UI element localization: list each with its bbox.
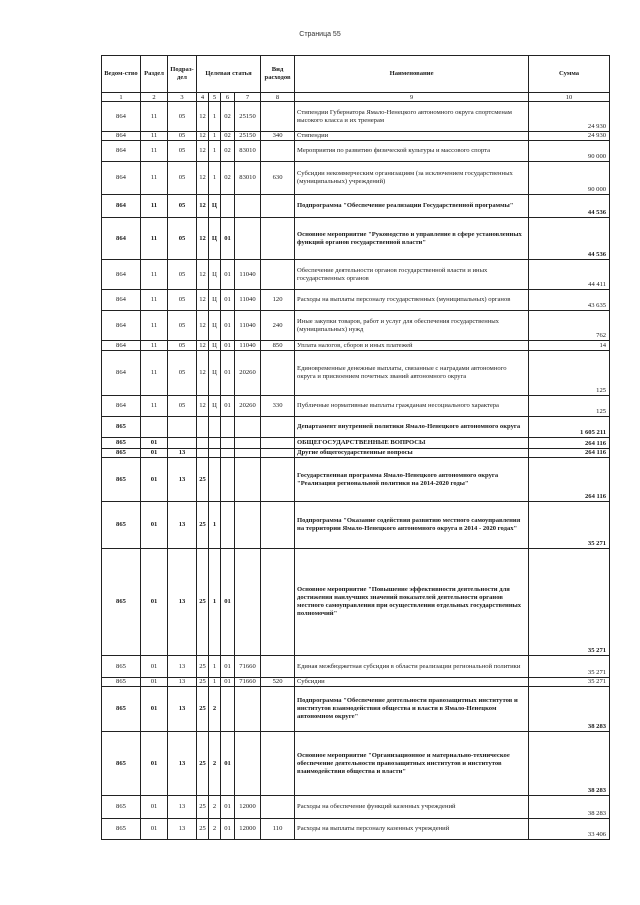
cell-podrazdel: 05 (168, 396, 197, 417)
cell-razdel: 01 (141, 438, 168, 449)
cell-target-event: 01 (221, 796, 235, 819)
cell-target-program: 12 (197, 162, 209, 195)
header-row (102, 56, 610, 93)
cell-vedomstvo: 865 (102, 687, 141, 732)
cell-podrazdel: 05 (168, 141, 197, 162)
cell-target-program: 25 (197, 502, 209, 549)
cell-razdel: 01 (141, 796, 168, 819)
cell-target-program: 25 (197, 796, 209, 819)
cell-target-subprogram (209, 449, 221, 458)
cell-vedomstvo: 864 (102, 218, 141, 260)
cell-podrazdel: 05 (168, 162, 197, 195)
cell-vedomstvo: 864 (102, 341, 141, 351)
cell-target-event (221, 438, 235, 449)
cell-vedomstvo: 864 (102, 195, 141, 218)
cell-target-event: 01 (221, 218, 235, 260)
cell-target-direction: 25150 (235, 102, 261, 132)
cell-vedomstvo: 865 (102, 549, 141, 656)
cell-target-direction (235, 218, 261, 260)
cell-expense-type (261, 549, 295, 656)
cell-name: Основное мероприятие "Организационное и материально-техническое обеспечение деятельности правозащитных институтов и институтов взаимодействия общества и власти" (295, 732, 529, 796)
cell-target-program: 12 (197, 290, 209, 311)
cell-target-direction: 25150 (235, 132, 261, 141)
cell-name: Публичные нормативные выплаты гражданам несоциального характера (295, 396, 529, 417)
cell-target-event: 02 (221, 141, 235, 162)
cell-target-event: 01 (221, 678, 235, 687)
column-number: 8 (261, 93, 295, 102)
cell-name: Субсидии (295, 678, 529, 687)
cell-target-program: 12 (197, 218, 209, 260)
cell-vedomstvo: 865 (102, 819, 141, 840)
column-number: 7 (235, 93, 261, 102)
cell-target-program: 25 (197, 732, 209, 796)
cell-expense-type (261, 458, 295, 502)
table-row (102, 162, 610, 195)
cell-target-subprogram: 2 (209, 796, 221, 819)
cell-expense-type (261, 687, 295, 732)
cell-name: Стипендии (295, 132, 529, 141)
cell-razdel: 01 (141, 687, 168, 732)
cell-target-subprogram: Ц (209, 341, 221, 351)
cell-expense-type (261, 218, 295, 260)
cell-vedomstvo: 864 (102, 290, 141, 311)
cell-target-direction: 12000 (235, 819, 261, 840)
cell-sum: 38 283 (529, 687, 610, 732)
table-row (102, 449, 610, 458)
header-vedomstvo: Ведом-ство (102, 56, 141, 93)
cell-target-program: 12 (197, 396, 209, 417)
cell-target-event: 01 (221, 311, 235, 341)
cell-target-event: 02 (221, 102, 235, 132)
cell-name: Другие общегосударственные вопросы (295, 449, 529, 458)
cell-target-event: 01 (221, 260, 235, 290)
cell-expense-type (261, 732, 295, 796)
cell-target-event (221, 687, 235, 732)
cell-podrazdel: 13 (168, 458, 197, 502)
cell-target-subprogram: Ц (209, 396, 221, 417)
cell-vedomstvo: 865 (102, 678, 141, 687)
cell-razdel: 01 (141, 549, 168, 656)
cell-target-program: 12 (197, 260, 209, 290)
cell-target-program (197, 438, 209, 449)
cell-podrazdel (168, 417, 197, 438)
cell-podrazdel: 13 (168, 732, 197, 796)
cell-target-subprogram: Ц (209, 218, 221, 260)
cell-sum: 125 (529, 396, 610, 417)
cell-vedomstvo: 865 (102, 502, 141, 549)
cell-razdel (141, 417, 168, 438)
cell-target-subprogram: 1 (209, 549, 221, 656)
table-row (102, 396, 610, 417)
cell-razdel: 11 (141, 218, 168, 260)
cell-sum: 44 411 (529, 260, 610, 290)
cell-target-direction (235, 458, 261, 502)
cell-name: Мероприятия по развитию физической культуры и массового спорта (295, 141, 529, 162)
cell-podrazdel: 13 (168, 687, 197, 732)
table-row (102, 132, 610, 141)
cell-name: ОБЩЕГОСУДАРСТВЕННЫЕ ВОПРОСЫ (295, 438, 529, 449)
cell-expense-type (261, 351, 295, 396)
cell-podrazdel: 05 (168, 132, 197, 141)
cell-name: Единовременные денежные выплаты, связанные с наградами автономного округа и присвоением почетных званий автономного округа (295, 351, 529, 396)
cell-podrazdel (168, 438, 197, 449)
cell-expense-type: 520 (261, 678, 295, 687)
cell-expense-type (261, 502, 295, 549)
cell-target-direction: 20260 (235, 396, 261, 417)
cell-expense-type (261, 438, 295, 449)
cell-target-subprogram: 1 (209, 656, 221, 678)
cell-target-program: 12 (197, 195, 209, 218)
cell-target-program: 12 (197, 141, 209, 162)
table-row (102, 260, 610, 290)
cell-target-event: 02 (221, 162, 235, 195)
cell-vedomstvo: 864 (102, 311, 141, 341)
cell-target-event: 01 (221, 351, 235, 396)
cell-target-subprogram: Ц (209, 311, 221, 341)
table-body (102, 102, 610, 840)
column-number: 5 (209, 93, 221, 102)
table-row (102, 438, 610, 449)
cell-target-program (197, 449, 209, 458)
cell-name: Расходы на выплаты персоналу государственных (муниципальных) органов (295, 290, 529, 311)
cell-razdel: 11 (141, 351, 168, 396)
cell-target-program: 12 (197, 341, 209, 351)
header-expense-type: Вид расходов (261, 56, 295, 93)
cell-target-subprogram: Ц (209, 195, 221, 218)
cell-target-program (197, 417, 209, 438)
cell-vedomstvo: 865 (102, 732, 141, 796)
cell-sum: 24 930 (529, 102, 610, 132)
cell-podrazdel: 13 (168, 819, 197, 840)
cell-target-program: 12 (197, 351, 209, 396)
column-number: 2 (141, 93, 168, 102)
cell-name: Расходы на обеспечение функций казенных учреждений (295, 796, 529, 819)
table-row (102, 687, 610, 732)
cell-vedomstvo: 864 (102, 141, 141, 162)
cell-expense-type: 120 (261, 290, 295, 311)
cell-expense-type (261, 141, 295, 162)
table-row (102, 549, 610, 656)
cell-target-subprogram (209, 458, 221, 502)
budget-table (101, 55, 610, 840)
cell-target-program: 25 (197, 656, 209, 678)
cell-sum: 1 605 211 (529, 417, 610, 438)
cell-podrazdel: 05 (168, 351, 197, 396)
cell-target-subprogram: Ц (209, 290, 221, 311)
cell-razdel: 11 (141, 396, 168, 417)
cell-target-direction: 11040 (235, 311, 261, 341)
table-row (102, 290, 610, 311)
cell-sum: 264 116 (529, 449, 610, 458)
cell-name: Основное мероприятие "Руководство и управление в сфере установленных функций органов государственной власти" (295, 218, 529, 260)
cell-sum: 90 000 (529, 141, 610, 162)
cell-podrazdel: 13 (168, 656, 197, 678)
table-row (102, 102, 610, 132)
cell-target-subprogram: 1 (209, 102, 221, 132)
cell-target-direction (235, 687, 261, 732)
table-row (102, 458, 610, 502)
cell-podrazdel: 05 (168, 195, 197, 218)
cell-expense-type: 630 (261, 162, 295, 195)
cell-target-event: 01 (221, 819, 235, 840)
cell-razdel: 11 (141, 341, 168, 351)
cell-target-event: 01 (221, 341, 235, 351)
table-row (102, 341, 610, 351)
cell-name: Субсидии некоммерческим организациям (за исключением государственных (муниципальных) учреждений) (295, 162, 529, 195)
cell-razdel: 11 (141, 141, 168, 162)
cell-name: Единая межбюджетная субсидия в области реализации региональной политики (295, 656, 529, 678)
table-row (102, 218, 610, 260)
table-row (102, 311, 610, 341)
cell-target-direction (235, 549, 261, 656)
cell-expense-type (261, 102, 295, 132)
table-row (102, 678, 610, 687)
cell-target-program: 12 (197, 132, 209, 141)
cell-target-subprogram: 1 (209, 132, 221, 141)
cell-target-event: 01 (221, 656, 235, 678)
cell-expense-type (261, 656, 295, 678)
cell-razdel: 11 (141, 102, 168, 132)
cell-sum: 264 116 (529, 458, 610, 502)
cell-sum: 35 271 (529, 549, 610, 656)
cell-target-event (221, 417, 235, 438)
cell-vedomstvo: 865 (102, 438, 141, 449)
cell-target-program: 12 (197, 102, 209, 132)
cell-sum: 33 406 (529, 819, 610, 840)
cell-target-event: 01 (221, 396, 235, 417)
cell-target-event: 01 (221, 549, 235, 656)
cell-expense-type: 340 (261, 132, 295, 141)
cell-sum: 35 271 (529, 678, 610, 687)
cell-razdel: 11 (141, 162, 168, 195)
cell-target-direction (235, 195, 261, 218)
cell-target-direction: 71660 (235, 678, 261, 687)
cell-name: Уплата налогов, сборов и иных платежей (295, 341, 529, 351)
cell-sum: 35 271 (529, 502, 610, 549)
cell-sum: 90 000 (529, 162, 610, 195)
cell-vedomstvo: 865 (102, 417, 141, 438)
cell-name: Подпрограмма "Оказание содействия развитию местного самоуправления на территории Ямало-Ненецкого автономного округа в 2014 - 2020 годах" (295, 502, 529, 549)
cell-target-program: 12 (197, 311, 209, 341)
cell-razdel: 11 (141, 195, 168, 218)
cell-vedomstvo: 864 (102, 132, 141, 141)
column-number: 4 (197, 93, 209, 102)
cell-target-subprogram (209, 417, 221, 438)
column-number: 1 (102, 93, 141, 102)
column-number: 3 (168, 93, 197, 102)
cell-expense-type: 330 (261, 396, 295, 417)
cell-target-subprogram (209, 438, 221, 449)
cell-podrazdel: 05 (168, 311, 197, 341)
cell-target-direction: 20260 (235, 351, 261, 396)
cell-target-direction (235, 732, 261, 796)
cell-vedomstvo: 864 (102, 260, 141, 290)
cell-vedomstvo: 865 (102, 796, 141, 819)
cell-razdel: 01 (141, 819, 168, 840)
cell-expense-type: 850 (261, 341, 295, 351)
cell-name: Подпрограмма "Обеспечение реализации Государственной программы" (295, 195, 529, 218)
column-number: 9 (295, 93, 529, 102)
cell-razdel: 01 (141, 732, 168, 796)
table-row (102, 195, 610, 218)
cell-sum: 35 271 (529, 656, 610, 678)
table-row (102, 732, 610, 796)
cell-expense-type: 110 (261, 819, 295, 840)
cell-target-subprogram: 2 (209, 687, 221, 732)
cell-target-event (221, 195, 235, 218)
cell-expense-type (261, 260, 295, 290)
cell-sum: 762 (529, 311, 610, 341)
cell-target-direction: 11040 (235, 260, 261, 290)
cell-vedomstvo: 864 (102, 162, 141, 195)
cell-name: Расходы на выплаты персоналу казенных учреждений (295, 819, 529, 840)
cell-razdel: 11 (141, 132, 168, 141)
cell-target-direction: 71660 (235, 656, 261, 678)
cell-podrazdel: 13 (168, 449, 197, 458)
table-row (102, 351, 610, 396)
cell-sum: 43 635 (529, 290, 610, 311)
cell-expense-type (261, 449, 295, 458)
column-number: 6 (221, 93, 235, 102)
cell-podrazdel: 05 (168, 341, 197, 351)
cell-podrazdel: 13 (168, 796, 197, 819)
cell-expense-type (261, 195, 295, 218)
cell-target-direction (235, 502, 261, 549)
cell-vedomstvo: 865 (102, 449, 141, 458)
cell-target-direction: 11040 (235, 290, 261, 311)
cell-target-event: 01 (221, 290, 235, 311)
cell-vedomstvo: 864 (102, 102, 141, 132)
cell-target-direction (235, 449, 261, 458)
cell-razdel: 11 (141, 260, 168, 290)
cell-target-program: 25 (197, 819, 209, 840)
table-row (102, 656, 610, 678)
cell-podrazdel: 05 (168, 102, 197, 132)
header-target-article: Целевая статья (197, 56, 261, 93)
cell-sum: 44 536 (529, 195, 610, 218)
cell-target-subprogram: 1 (209, 141, 221, 162)
cell-name: Государственная программа Ямало-Ненецкого автономного округа "Реализация региональной политики на 2014-2020 годы" (295, 458, 529, 502)
cell-target-direction: 11040 (235, 341, 261, 351)
cell-target-program: 25 (197, 687, 209, 732)
cell-target-subprogram: 1 (209, 162, 221, 195)
header-name: Наименование (295, 56, 529, 93)
cell-target-subprogram: Ц (209, 351, 221, 396)
cell-target-direction: 83010 (235, 141, 261, 162)
cell-expense-type (261, 417, 295, 438)
table-row (102, 417, 610, 438)
header-podrazdel: Подраз-дел (168, 56, 197, 93)
cell-podrazdel: 13 (168, 502, 197, 549)
column-number: 10 (529, 93, 610, 102)
cell-target-event: 01 (221, 732, 235, 796)
cell-podrazdel: 05 (168, 218, 197, 260)
cell-razdel: 11 (141, 290, 168, 311)
table-row (102, 796, 610, 819)
cell-target-subprogram: 2 (209, 819, 221, 840)
column-numbers-row (102, 93, 610, 102)
cell-target-event (221, 458, 235, 502)
header-sum: Сумма (529, 56, 610, 93)
cell-target-event (221, 449, 235, 458)
cell-target-event (221, 502, 235, 549)
cell-podrazdel: 13 (168, 678, 197, 687)
cell-sum: 38 283 (529, 732, 610, 796)
cell-target-direction: 83010 (235, 162, 261, 195)
cell-name: Подпрограмма "Обеспечение деятельности правозащитных институтов и институтов взаимодействия общества и власти в Ямало-Ненецком автономном округе" (295, 687, 529, 732)
cell-name: Иные закупки товаров, работ и услуг для обеспечения государственных (муниципальных) нужд (295, 311, 529, 341)
cell-target-subprogram: 1 (209, 502, 221, 549)
cell-name: Департамент внутренней политики Ямало-Ненецкого автономного округа (295, 417, 529, 438)
cell-sum: 24 930 (529, 132, 610, 141)
cell-expense-type: 240 (261, 311, 295, 341)
cell-target-program: 25 (197, 549, 209, 656)
cell-razdel: 11 (141, 311, 168, 341)
cell-name: Основное мероприятие "Повышение эффективности деятельности для достижения наилучших значений показателей деятельности органов местного самоуправления при осуществлении отдельных государственных полномочий" (295, 549, 529, 656)
cell-expense-type (261, 796, 295, 819)
cell-vedomstvo: 864 (102, 351, 141, 396)
cell-podrazdel: 13 (168, 549, 197, 656)
cell-vedomstvo: 865 (102, 458, 141, 502)
cell-razdel: 01 (141, 502, 168, 549)
cell-sum: 38 283 (529, 796, 610, 819)
table-row (102, 141, 610, 162)
cell-target-subprogram: 1 (209, 678, 221, 687)
cell-target-program: 25 (197, 678, 209, 687)
table-row (102, 819, 610, 840)
header-razdel: Раздел (141, 56, 168, 93)
cell-target-direction: 12000 (235, 796, 261, 819)
cell-target-event: 02 (221, 132, 235, 141)
cell-sum: 264 116 (529, 438, 610, 449)
cell-name: Стипендии Губернатора Ямало-Ненецкого автономного округа спортсменам высокого класса и их тренерам (295, 102, 529, 132)
cell-sum: 44 536 (529, 218, 610, 260)
cell-name: Обеспечение деятельности органов государственной власти и иных государственных органов (295, 260, 529, 290)
cell-podrazdel: 05 (168, 290, 197, 311)
cell-razdel: 01 (141, 458, 168, 502)
cell-podrazdel: 05 (168, 260, 197, 290)
cell-target-subprogram: Ц (209, 260, 221, 290)
cell-sum: 14 (529, 341, 610, 351)
cell-target-subprogram: 2 (209, 732, 221, 796)
cell-vedomstvo: 864 (102, 396, 141, 417)
cell-target-direction (235, 438, 261, 449)
cell-razdel: 01 (141, 678, 168, 687)
cell-vedomstvo: 865 (102, 656, 141, 678)
cell-razdel: 01 (141, 449, 168, 458)
cell-target-program: 25 (197, 458, 209, 502)
table-row (102, 502, 610, 549)
cell-razdel: 01 (141, 656, 168, 678)
page-title: Страница 55 (299, 31, 341, 38)
cell-target-direction (235, 417, 261, 438)
cell-sum: 125 (529, 351, 610, 396)
